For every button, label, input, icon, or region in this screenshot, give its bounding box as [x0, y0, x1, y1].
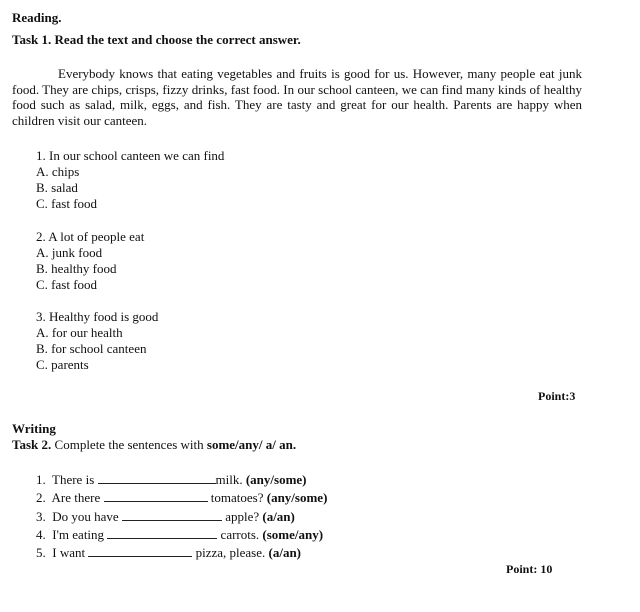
item-text-after: tomatoes? — [210, 490, 264, 505]
item-text-after: apple? — [225, 509, 260, 524]
question-stem: 2. A lot of people eat — [36, 229, 145, 244]
item-hint: (any/some) — [266, 490, 328, 505]
item-text-before: I'm eating — [52, 527, 105, 542]
item-text-before: I want — [52, 545, 86, 560]
item-text-after: milk. — [215, 472, 243, 487]
answer-blank[interactable] — [98, 472, 216, 484]
task1-title — [12, 32, 301, 48]
item-number: 5. — [36, 545, 46, 560]
writing-item-5 — [36, 545, 301, 561]
item-number: 4. — [36, 527, 46, 542]
question-2 — [36, 229, 144, 245]
question-1-options — [36, 164, 97, 212]
option-a: A. junk food — [36, 245, 103, 260]
task2-label: Task 2. — [12, 437, 52, 452]
question-stem: 1. In our school canteen we can find — [36, 148, 225, 163]
item-text-after: carrots. — [220, 527, 260, 542]
item-hint: (some/any) — [262, 527, 324, 542]
option-b: B. for school canteen — [36, 341, 147, 356]
option-c: C. parents — [36, 357, 89, 372]
writing-points: Point: 10 — [506, 562, 553, 576]
option-c: C. fast food — [36, 277, 98, 292]
item-number: 2. — [36, 490, 46, 505]
answer-blank[interactable] — [107, 527, 217, 539]
option-c: C. fast food — [36, 196, 98, 211]
item-hint: (any/some) — [245, 472, 307, 487]
item-hint: (a/an) — [262, 509, 295, 524]
task1-label: Task 1. — [12, 32, 52, 47]
question-1 — [36, 148, 224, 164]
reading-passage: Everybody knows that eating vegetables and fruits is good for us. However, many people eat junk food. They are chips, crisps, fizzy drinks, fast food. In our school canteen, we can find many kinds of healthy food such as salad, milk, eggs, and fish. They are tasty and great for our health. Parents are happy when children visit our canteen. — [12, 66, 582, 128]
item-text-before: Do you have — [52, 509, 119, 524]
option-b: B. salad — [36, 180, 78, 195]
writing-item-4 — [36, 527, 323, 543]
answer-blank[interactable] — [104, 490, 208, 502]
task1-instruction: Read the text and choose the correct answer. — [54, 32, 301, 47]
writing-item-1 — [36, 472, 307, 488]
answer-blank[interactable] — [122, 509, 222, 521]
question-stem: 3. Healthy food is good — [36, 309, 159, 324]
answer-blank[interactable] — [88, 545, 192, 557]
question-2-options — [36, 245, 117, 293]
option-a: A. for our health — [36, 325, 123, 340]
task2-instruction-words: some/any/ a/ an. — [206, 437, 297, 452]
item-number: 1. — [36, 472, 46, 487]
writing-item-2 — [36, 490, 327, 506]
task2-title — [12, 437, 296, 453]
item-text-before: There is — [52, 472, 95, 487]
writing-item-3 — [36, 509, 295, 525]
task2-instruction: Complete the sentences with — [54, 437, 207, 452]
question-3 — [36, 309, 158, 325]
reading-points: Point:3 — [538, 389, 576, 403]
item-text-after: pizza, please. — [195, 545, 266, 560]
option-b: B. healthy food — [36, 261, 117, 276]
item-hint: (a/an) — [268, 545, 302, 560]
question-3-options — [36, 325, 146, 373]
reading-heading: Reading. — [12, 10, 62, 25]
item-number: 3. — [36, 509, 46, 524]
option-a: A. chips — [36, 164, 80, 179]
item-text-before: Are there — [51, 490, 101, 505]
writing-heading: Writing — [12, 421, 56, 436]
